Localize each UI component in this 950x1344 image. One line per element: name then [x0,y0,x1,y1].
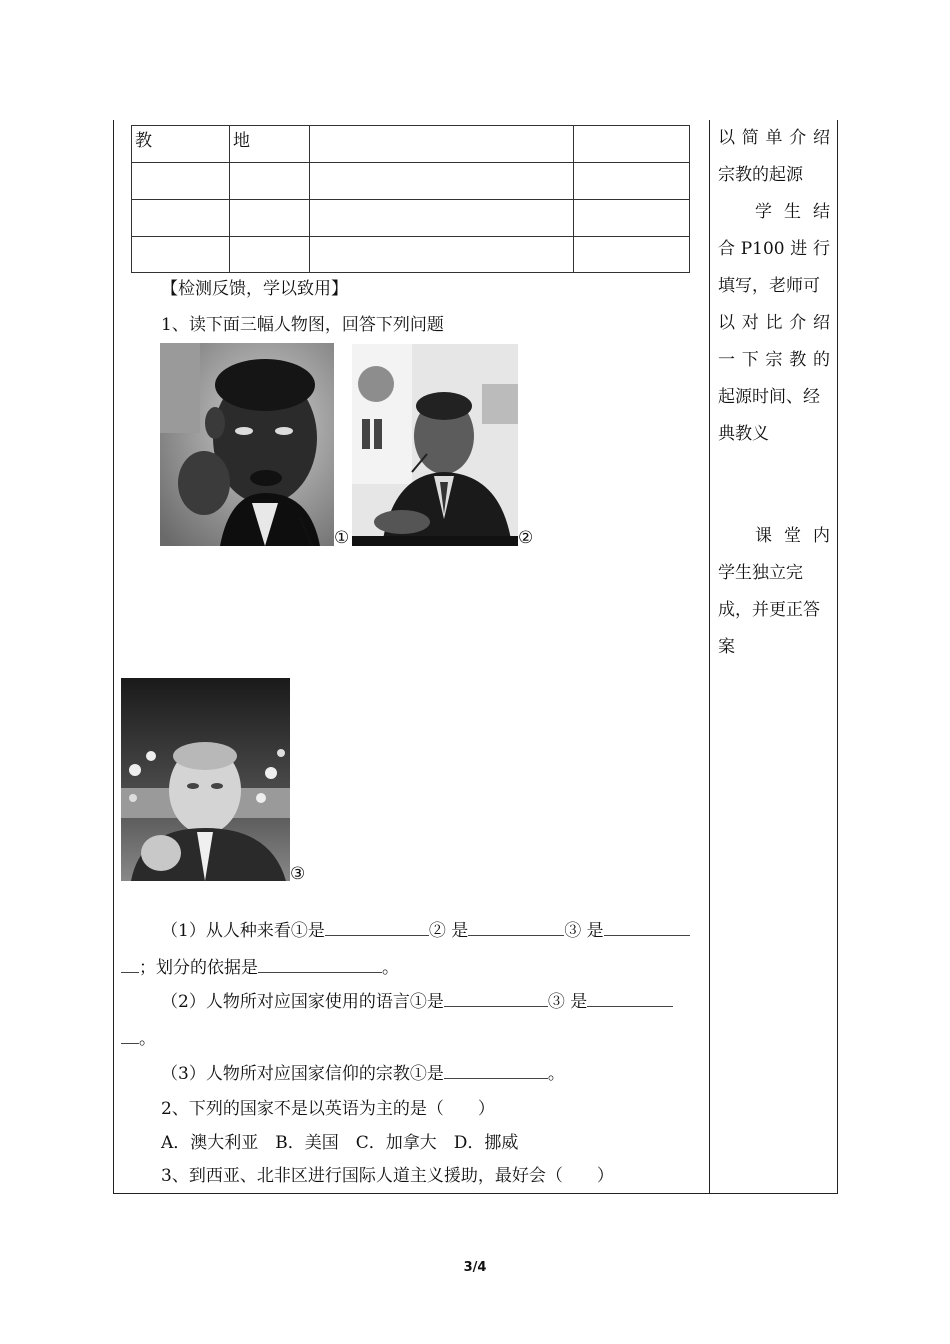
table-cell [132,237,230,273]
sidebar-note-2-line-3: 填写，老师可 [718,276,820,296]
sidebar-notes-2 [718,518,830,666]
table-cell [574,200,690,237]
note-char: 课 [755,526,772,546]
note-char: 学 [755,202,772,222]
question-1-part-2-cont [121,1024,156,1049]
answer-blank[interactable] [121,956,139,973]
table-cell [230,163,310,200]
question-2-options: A．澳大利亚 B．美国 C．加拿大 D．挪威 [161,1133,519,1153]
part-3-text-a: （3）人物所对应国家信仰的宗教①是 [161,1064,444,1084]
answer-blank[interactable] [258,956,382,973]
answer-blank[interactable] [444,1062,548,1079]
sidebar-note-3-line-2: 学生独立完 [718,563,803,583]
table-cell [310,200,574,237]
sidebar-note-2-line-2 [718,231,830,268]
portrait-photo-3 [121,678,290,881]
part-2-text-b: ③ 是 [547,992,588,1012]
table-cell [310,237,574,273]
answer-blank[interactable] [121,1027,139,1044]
answer-blank[interactable] [325,919,429,936]
sidebar-note-1-line-2: 宗教的起源 [718,165,803,185]
note-char: 介 [789,313,807,333]
sidebar-note-2-line-7: 典教义 [718,424,769,444]
sidebar-note-3-line-3: 成，并更正答 [718,600,820,620]
part-3-end: 。 [547,1064,565,1084]
note-char: 以 [718,128,735,148]
answer-blank[interactable] [444,990,548,1007]
table-cell [574,126,690,163]
outer-frame-bottom [113,1193,838,1194]
outer-frame-divider [709,120,710,1194]
note-char: 简 [741,128,759,148]
note-char: 合 [718,239,735,259]
religion-table [131,125,690,273]
sidebar-note-1-line-1 [718,120,830,157]
note-char: 绍 [813,128,830,148]
note-char: 堂 [784,526,801,546]
answer-blank[interactable] [587,990,673,1007]
note-char: 对 [741,313,759,333]
page-number: 3/4 [463,1260,487,1275]
table-cell [230,237,310,273]
part-1-text-d: ；划分的依据是 [139,958,258,978]
table-cell [574,237,690,273]
outer-frame-left [113,120,114,1194]
table-cell [574,163,690,200]
photo-1-marker: ① [334,528,350,548]
question-3-stem: 3、到西亚、北非区进行国际人道主义援助，最好会（ ） [161,1166,614,1186]
outer-frame-right [837,120,838,1194]
question-1-part-2 [161,987,673,1012]
sidebar-note-2-line-6: 起源时间、经 [718,387,820,407]
note-char: 介 [789,128,807,148]
question-1-part-1 [161,916,690,941]
part-1-text-b: ② 是 [428,921,469,941]
note-char: 单 [765,128,783,148]
table-cell: 地 [230,126,310,163]
question-2-stem: 2、下列的国家不是以英语为主的是（ ） [161,1099,495,1119]
note-char: 生 [784,202,801,222]
note-char: 以 [718,313,735,333]
note-char: 内 [813,526,830,546]
note-char: 一 [718,350,735,370]
note-char: 比 [765,313,783,333]
section-title: 【检测反馈，学以致用】 [161,279,348,299]
table-cell: 教 [132,126,230,163]
portrait-photo-1 [160,343,334,546]
sidebar-notes [718,120,830,453]
sidebar-note-2-line-1 [718,194,830,231]
portrait-photo-2 [352,344,518,546]
question-1-part-1-cont [121,953,399,978]
note-char: 结 [813,202,830,222]
part-2-end: 。 [139,1029,156,1049]
answer-blank[interactable] [604,919,690,936]
sidebar-note-3-line-4: 案 [718,637,735,657]
sidebar-note-2-line-5 [718,342,830,379]
note-char: P100 [740,239,785,259]
table-cell [310,163,574,200]
table-cell [230,200,310,237]
part-1-text-a: （1）从人种来看①是 [161,921,325,941]
question-1-stem: 1、读下面三幅人物图，回答下列问题 [161,315,444,335]
part-2-text-a: （2）人物所对应国家使用的语言①是 [161,992,444,1012]
note-char: 的 [813,350,830,370]
photo-2-marker: ② [518,528,534,548]
part-1-end: 。 [382,958,399,978]
table-cell [132,163,230,200]
answer-blank[interactable] [468,919,564,936]
question-1-part-3 [161,1059,565,1084]
note-char: 行 [813,239,830,259]
note-char: 宗 [765,350,783,370]
part-1-text-c: ③ 是 [564,921,604,941]
note-char: 进 [790,239,808,259]
photo-3-marker: ③ [290,864,306,884]
sidebar-note-3-line-1 [718,518,830,555]
sidebar-note-2-line-4 [718,305,830,342]
note-char: 绍 [813,313,830,333]
table-cell [310,126,574,163]
note-char: 下 [741,350,759,370]
note-char: 教 [789,350,807,370]
table-cell [132,200,230,237]
